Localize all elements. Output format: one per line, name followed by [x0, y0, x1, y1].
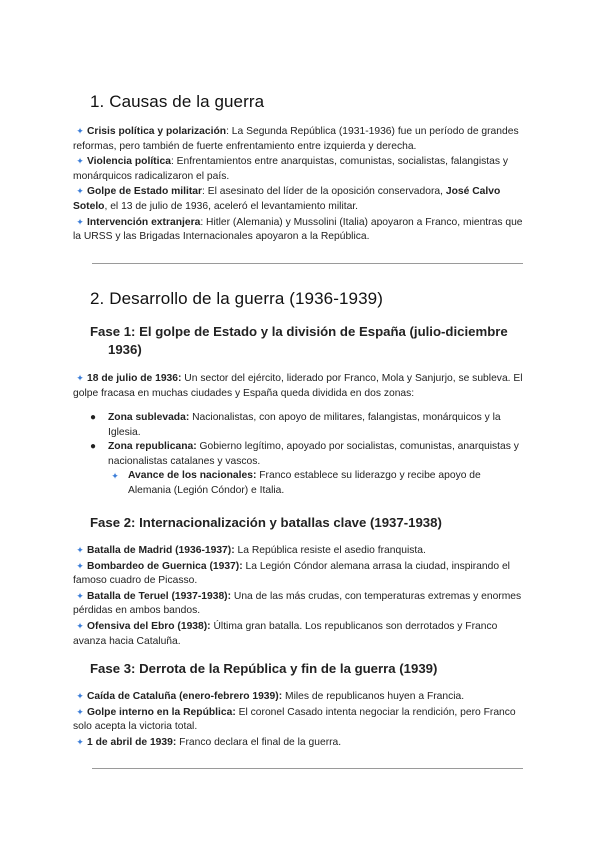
fase-2-list: [73, 543, 523, 649]
list-item: ✦ Ofensiva del Ebro (1938): Última gran batalla. Los republicanos son derrotados y Franco avanza hacia Cataluña.: [73, 620, 498, 647]
list-item: ✦ Violencia política: Enfrentamientos entre anarquistas, comunistas, socialistas, falangistas y monárquicos radicalizaron el país.: [73, 156, 509, 182]
star-bullet-icon: ✦: [76, 560, 84, 571]
fase-3-title: Fase 3: Derrota de la República y fin de la guerra (1939): [90, 661, 438, 676]
star-bullet-icon: ✦: [76, 736, 84, 747]
star-bullet-icon: ✦: [76, 126, 84, 136]
dot-bullet-icon: ●: [90, 441, 97, 453]
star-bullet-icon: ✦: [111, 471, 119, 482]
list-item: ✦ Avance de los nacionales: Franco establece su liderazgo y recibe apoyo de Alemania (Legión Cóndor) e Italia.: [108, 469, 524, 498]
list-item: ✦ Caída de Cataluña (enero-febrero 1939): Miles de republicanos huyen a Francia.: [73, 689, 523, 705]
star-bullet-icon: ✦: [76, 373, 84, 383]
star-bullet-icon: ✦: [76, 590, 84, 601]
list-item: ✦ Bombardeo de Guernica (1937): La Legión Cóndor alemana arrasa la ciudad, inspirando el famoso cuadro de Picasso.: [73, 560, 510, 587]
zones-list: [88, 411, 524, 499]
star-bullet-icon: ✦: [76, 620, 84, 631]
star-bullet-icon: ✦: [76, 545, 84, 555]
list-item: ● Zona republicana: Gobierno legítimo, apoyado por socialistas, comunistas, anarquistas y nacionalistas catalanes y vascos.: [90, 441, 519, 467]
list-item: ✦ 18 de julio de 1936: Un sector del ejército, liderado por Franco, Mola y Sanjurjo, se subleva. El golpe fracasa en muchas ciudades y España queda dividida en dos zonas:: [73, 373, 523, 399]
star-bullet-icon: ✦: [76, 156, 84, 167]
star-bullet-icon: ✦: [76, 691, 84, 701]
star-bullet-icon: ✦: [76, 706, 84, 717]
fase-1-title: Fase 1: El golpe de Estado y la división de España (julio-diciembre 1936): [90, 324, 508, 357]
nested-list: [88, 469, 524, 498]
list-item: ✦ Crisis política y polarización: La Segunda República (1931-1936) fue un período de grandes reformas, pero también de fuerte enfrentamiento entre izquierda y derecha.: [73, 126, 519, 152]
star-bullet-icon: ✦: [76, 216, 84, 227]
fase-1-intro: [73, 371, 523, 401]
star-bullet-icon: ✦: [76, 186, 84, 197]
fase-2-title: Fase 2: Internacionalización y batallas clave (1937-1938): [90, 515, 442, 530]
list-item: ✦ Golpe de Estado militar: El asesinato del líder de la oposición conservadora, José Calvo Sotelo, el 13 de julio de 1936, aceleró el levantamiento militar.: [73, 186, 501, 212]
section-1-title: 1. Causas de la guerra: [90, 92, 265, 111]
list-item: ✦ Intervención extranjera: Hitler (Alemania) y Mussolini (Italia) apoyaron a Franco, mientras que la URSS y las Brigadas Internacionales apoyaron a la República.: [73, 216, 523, 243]
fase-3-list: [73, 689, 523, 750]
list-item: ✦ Golpe interno en la República: El coronel Casado intenta negociar la rendición, pero Franco solo acepta la victoria total.: [73, 706, 516, 733]
dot-bullet-icon: ●: [90, 412, 97, 423]
divider: [92, 263, 523, 264]
list-item: ✦ Batalla de Teruel (1937-1938): Una de las más crudas, con temperaturas extremas y enormes pérdidas en ambos bandos.: [73, 590, 522, 617]
list-item: ● Zona sublevada: Nacionalistas, con apoyo de militares, falangistas, monárquicos y la Iglesia.: [90, 412, 501, 438]
divider: [92, 768, 523, 769]
section-2-title: 2. Desarrollo de la guerra (1936-1939): [90, 289, 383, 308]
list-item: ✦ Batalla de Madrid (1936-1937): La República resiste el asedio franquista.: [73, 543, 523, 559]
list-item: ✦ 1 de abril de 1939: Franco declara el final de la guerra.: [73, 735, 523, 751]
causes-list: [73, 124, 523, 245]
